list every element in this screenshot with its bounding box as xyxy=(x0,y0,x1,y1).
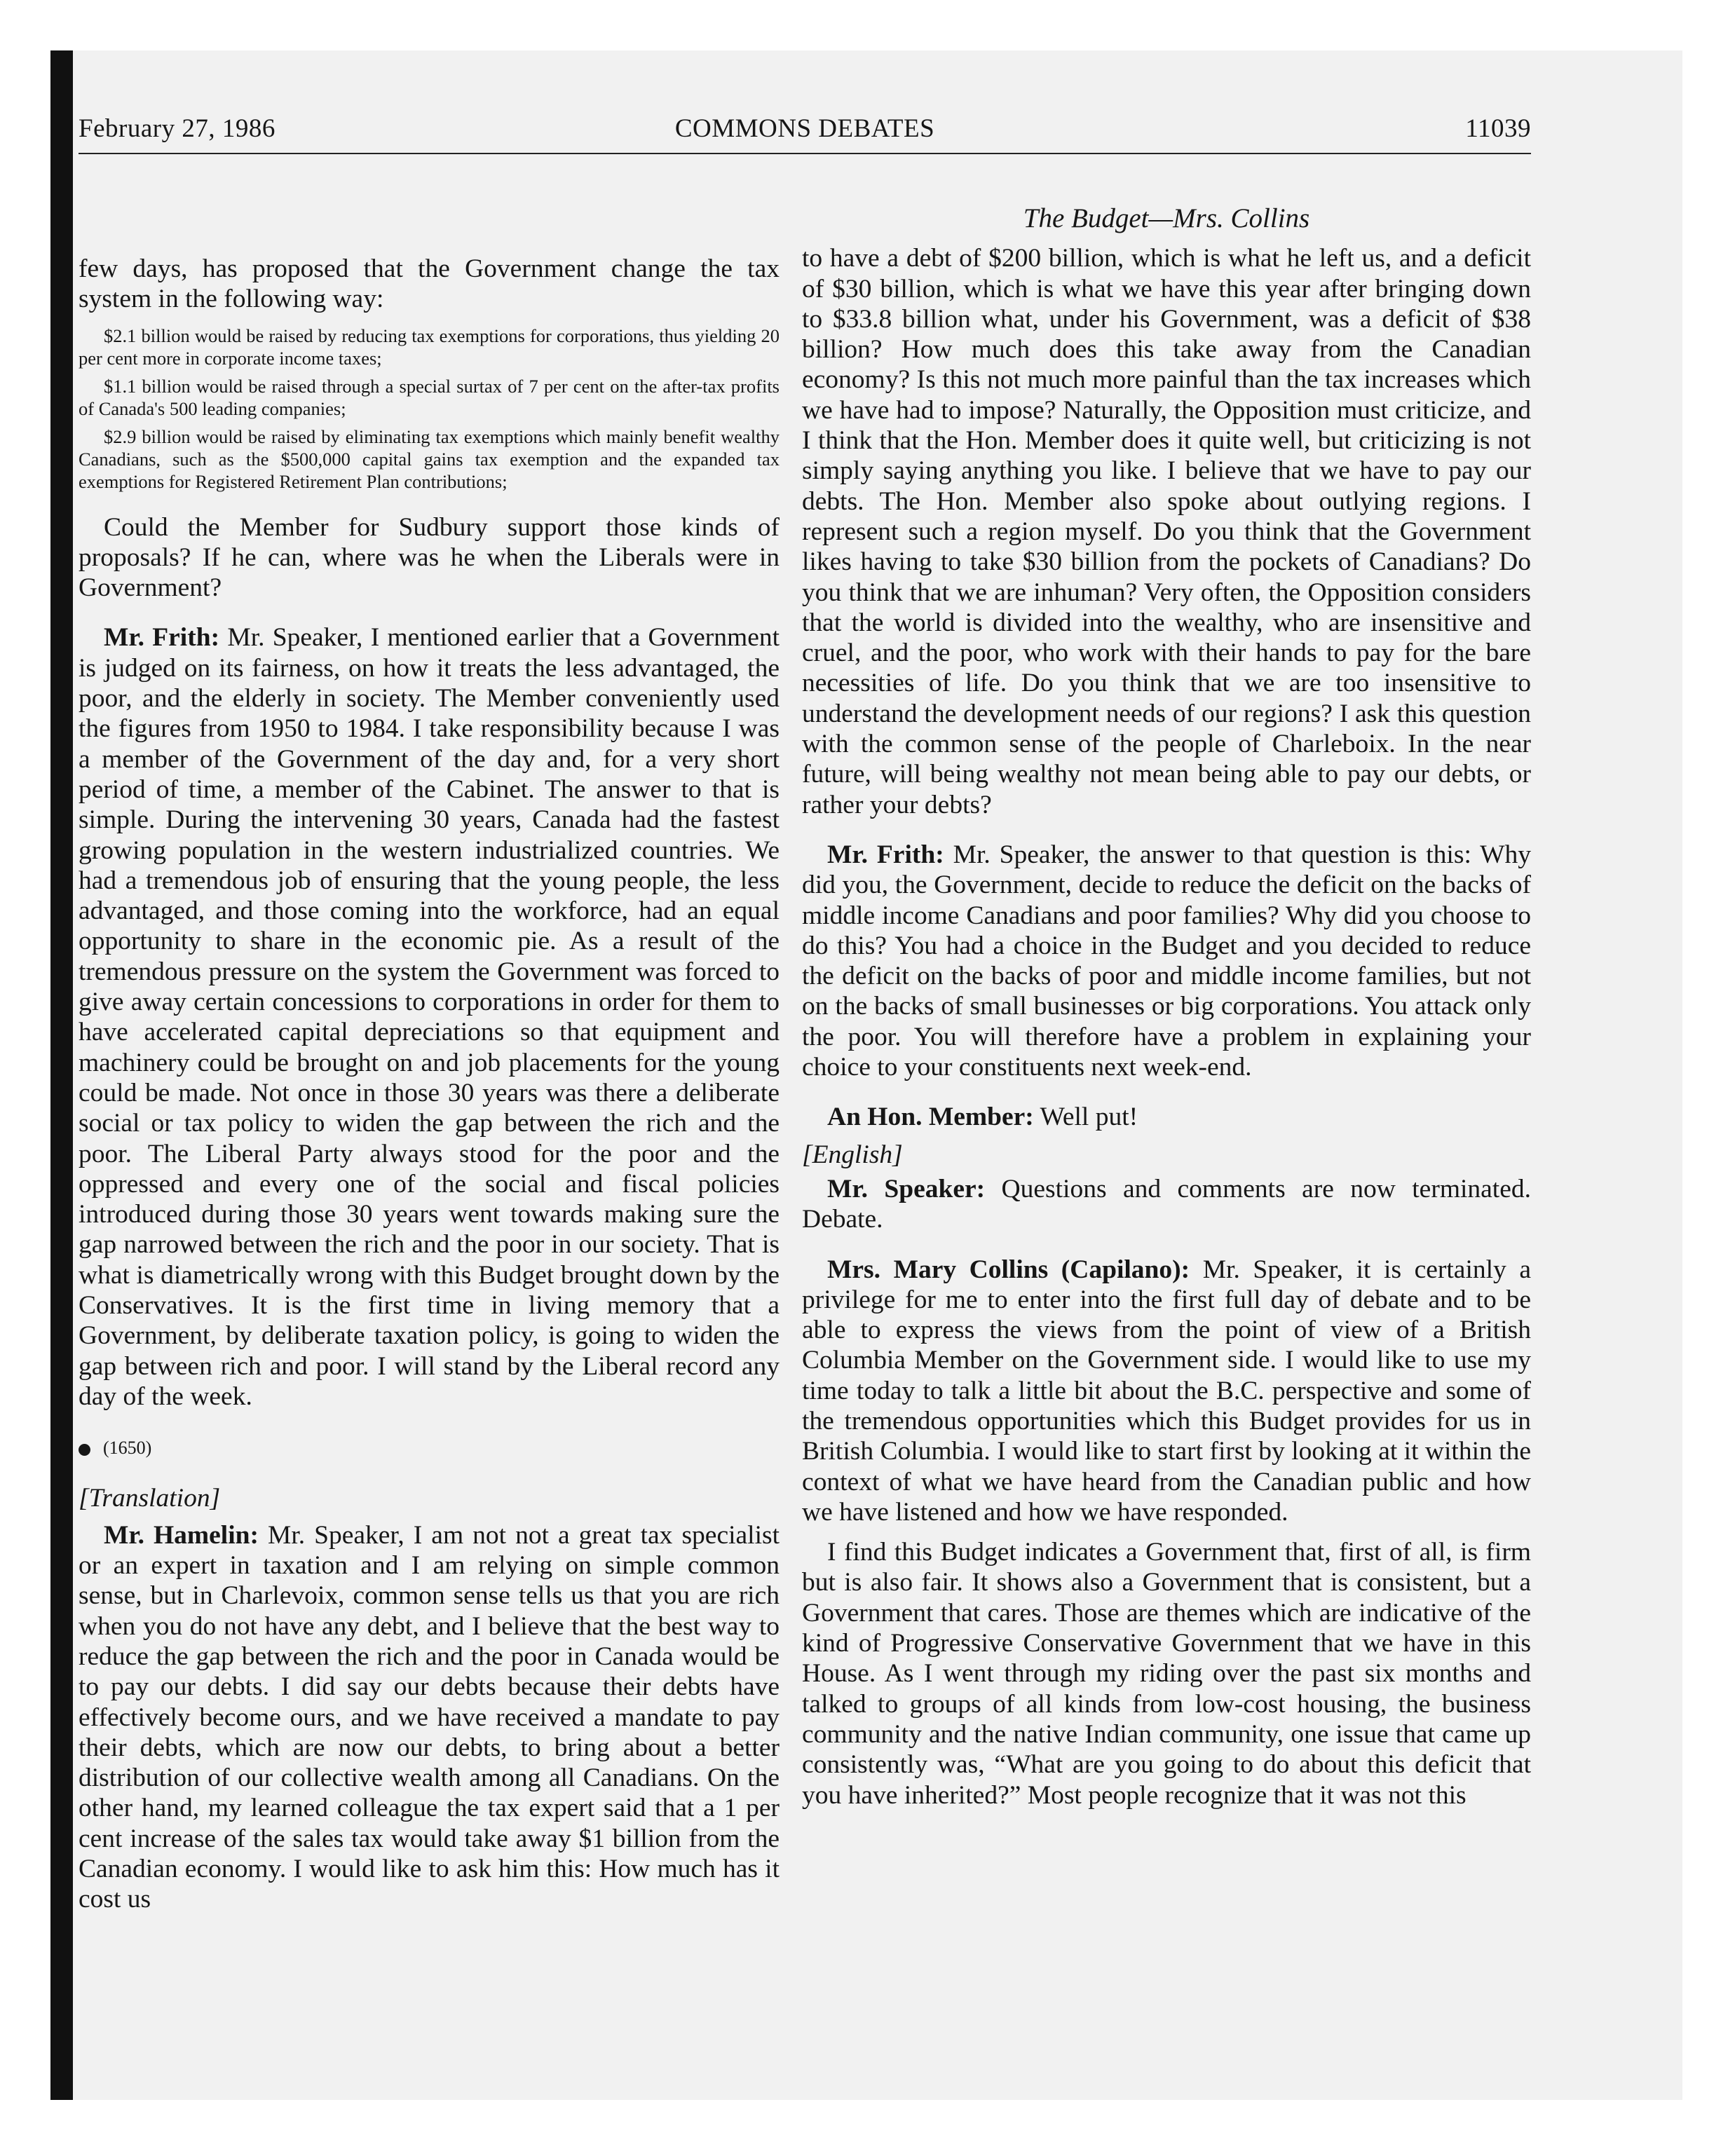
language-label: [English] xyxy=(802,1140,903,1169)
speaker-name: Mrs. Mary Collins (Capilano): xyxy=(827,1255,1190,1284)
header-title: COMMONS DEBATES xyxy=(674,114,935,143)
speaker-name: Mr. Frith: xyxy=(827,840,944,869)
speaker-name: Mr. Speaker: xyxy=(827,1174,986,1203)
speech xyxy=(79,622,780,1412)
left-column xyxy=(79,254,780,1915)
running-head: The Budget—Mrs. Collins xyxy=(1023,203,1310,233)
paragraph: few days, has proposed that the Government change the tax system in the following way: xyxy=(79,254,780,314)
speaker-name: Mr. Frith: xyxy=(104,623,220,653)
speech-text: Well put! xyxy=(1040,1103,1138,1132)
time-marker-text: (1650) xyxy=(103,1438,152,1459)
speaker-name: An Hon. Member: xyxy=(827,1103,1034,1132)
speaker-name: Mr. Hamelin: xyxy=(104,1520,259,1550)
speech-text: Mr. Speaker, I mentioned earlier that a Government is judged on its fairness, on how it treats the less advantaged, the poor, and the elderly in society. The Member conveniently used the figures from 1950 to 1984. I take responsibility because I was a member of the Government of the day and, for a very short period of time, a member of the Cabinet. The answer to that is simple. During the intervening 30 years, Canada had the fastest growing population in the western industrialized countries. We had a tremendous job of ensuring that the young people, the less advantaged, and those coming into the workforce, had an equal opportunity to share in the economic pie. As a result of the tremendous pressure on the system the Government was forced to give away certain concessions to corporations in order for them to have accelerated capital depreciations so that equipment and machinery could be brought on and job placements for the young could be made. Not once in those 30 years was there a deliberate social or tax policy to widen the gap between the rich and the poor. The Liberal Party always stood for the poor and the oppressed and every one of the social and fiscal policies introduced during those 30 years went towards making sure the gap narrowed between the rich and the poor in our society. That is what is diametrically wrong with this Budget brought down by the Conservatives. It is the first time in living memory that a Government, by deliberate taxation policy, is going to widen the gap between rich and poor. I will stand by the Liberal record any day of the week. xyxy=(79,623,780,1411)
header-date: February 27, 1986 xyxy=(79,114,275,143)
bullet-icon xyxy=(79,1444,90,1456)
quoted-proposal: $1.1 billion would be raised through a special surtax of 7 per cent on the after-tax profits of Canada's 500 leading companies; xyxy=(79,375,780,419)
quoted-proposal: $2.9 billion would be raised by eliminating tax exemptions which mainly benefit wealthy Canadians, such as the $500,000 capital gains tax exemption and the expanded tax exemptions for Registered Retirement Plan contributions; xyxy=(79,425,780,492)
speech-text: Mr. Speaker, I am not not a great tax specialist or an expert in taxation and I am relying on simple common sense, but in Charlevoix, common sense tells us that you are rich when you do not have any debt, and I believe that the best way to reduce the gap between the rich and the poor in Canada would be to pay our debts. I did say our debts because their debts have effectively become ours, and we have received a mandate to pay their debts, which are now our debts, to bring about a better distribution of our collective wealth among all Canadians. On the other hand, my learned colleague the tax expert said that a 1 per cent increase of the sales tax would take away $1 billion from the Canadian economy. I would like to ask him this: How much has it cost us xyxy=(79,1520,780,1914)
paragraph: I find this Budget indicates a Government that, first of all, is firm but is also fair. It shows also a Government that is consistent, but a Government that cares. Those are themes which are indicative of the kind of Progressive Conservative Government that we have in this House. As I went through my riding over the past six months and talked to groups of all kinds from low-cost housing, the business community and the native Indian community, one issue that came up consistently was, “What are you going to do about this deficit that you have inherited?” Most people recognize that it was not this xyxy=(802,1538,1531,1810)
quoted-proposal: $2.1 billion would be raised by reducing tax exemptions for corporations, thus yielding 20 per cent more in corporate income taxes; xyxy=(79,325,780,369)
time-marker xyxy=(79,1433,780,1463)
speech xyxy=(802,1102,1531,1132)
speech xyxy=(802,840,1531,1082)
language-label: [Translation] xyxy=(79,1483,221,1513)
scan-edge xyxy=(50,50,73,2100)
speech-text: Questions and comments are now terminated. Debate. xyxy=(802,1174,1531,1234)
header-page-number: 11039 xyxy=(1465,114,1531,143)
page-header xyxy=(79,111,1531,154)
paragraph: Could the Member for Sudbury support those kinds of proposals? If he can, where was he when the Liberals were in Government? xyxy=(79,512,780,603)
speech-text: Mr. Speaker, it is certainly a privilege for me to enter into the first full day of debate and to be able to express the views from the point of view of a British Columbia Member on the Government side. I would like to use my time today to talk a little bit about the B.C. perspective and some of the tremendous opportunities which this Budget provides for us in British Columbia. I would like to start first by looking at it within the context of what we have heard from the Canadian public and how we have listened and how we have responded. xyxy=(802,1255,1531,1527)
speech xyxy=(802,1174,1531,1235)
speech xyxy=(79,1520,780,1915)
right-column xyxy=(802,203,1531,1810)
paragraph: to have a debt of $200 billion, which is what he left us, and a deficit of $30 billion, which is what we have this year after bringing down to $33.8 billion what, under his Government, was a deficit of $38 billion? How much does this take away from the Canadian economy? Is this not much more painful than the tax increases which we have had to impose? Naturally, the Opposition must criticize, and I think that the Hon. Member does it quite well, but criticizing is not simply saying anything you like. I believe that we have to pay our debts. The Hon. Member also spoke about outlying regions. I represent such a region myself. Do you think that the Government likes having to take $30 billion from the pockets of Canadians? Do you think that we are inhuman? Very often, the Opposition considers that the world is divided into the wealthy, who are insensitive and cruel, and the poor, who work with their hands to pay for the bare necessities of life. Do you think that we are too insensitive to understand the development needs of our regions? I ask this question with the common sense of the people of Charleboix. In the near future, will being wealthy not mean being able to pay our debts, or rather your debts? xyxy=(802,244,1531,819)
speech-text: Mr. Speaker, the answer to that question is this: Why did you, the Government, decide to reduce the deficit on the backs of middle income Canadians and poor families? Why did you choose to do this? You had a choice in the Budget and you decided to reduce the deficit on the backs of poor and middle income families, but not on the backs of small businesses or big corporations. You attack only the poor. You will therefore have a problem in explaining your choice to your constituents next week-end. xyxy=(802,840,1532,1082)
speech xyxy=(802,1255,1531,1528)
